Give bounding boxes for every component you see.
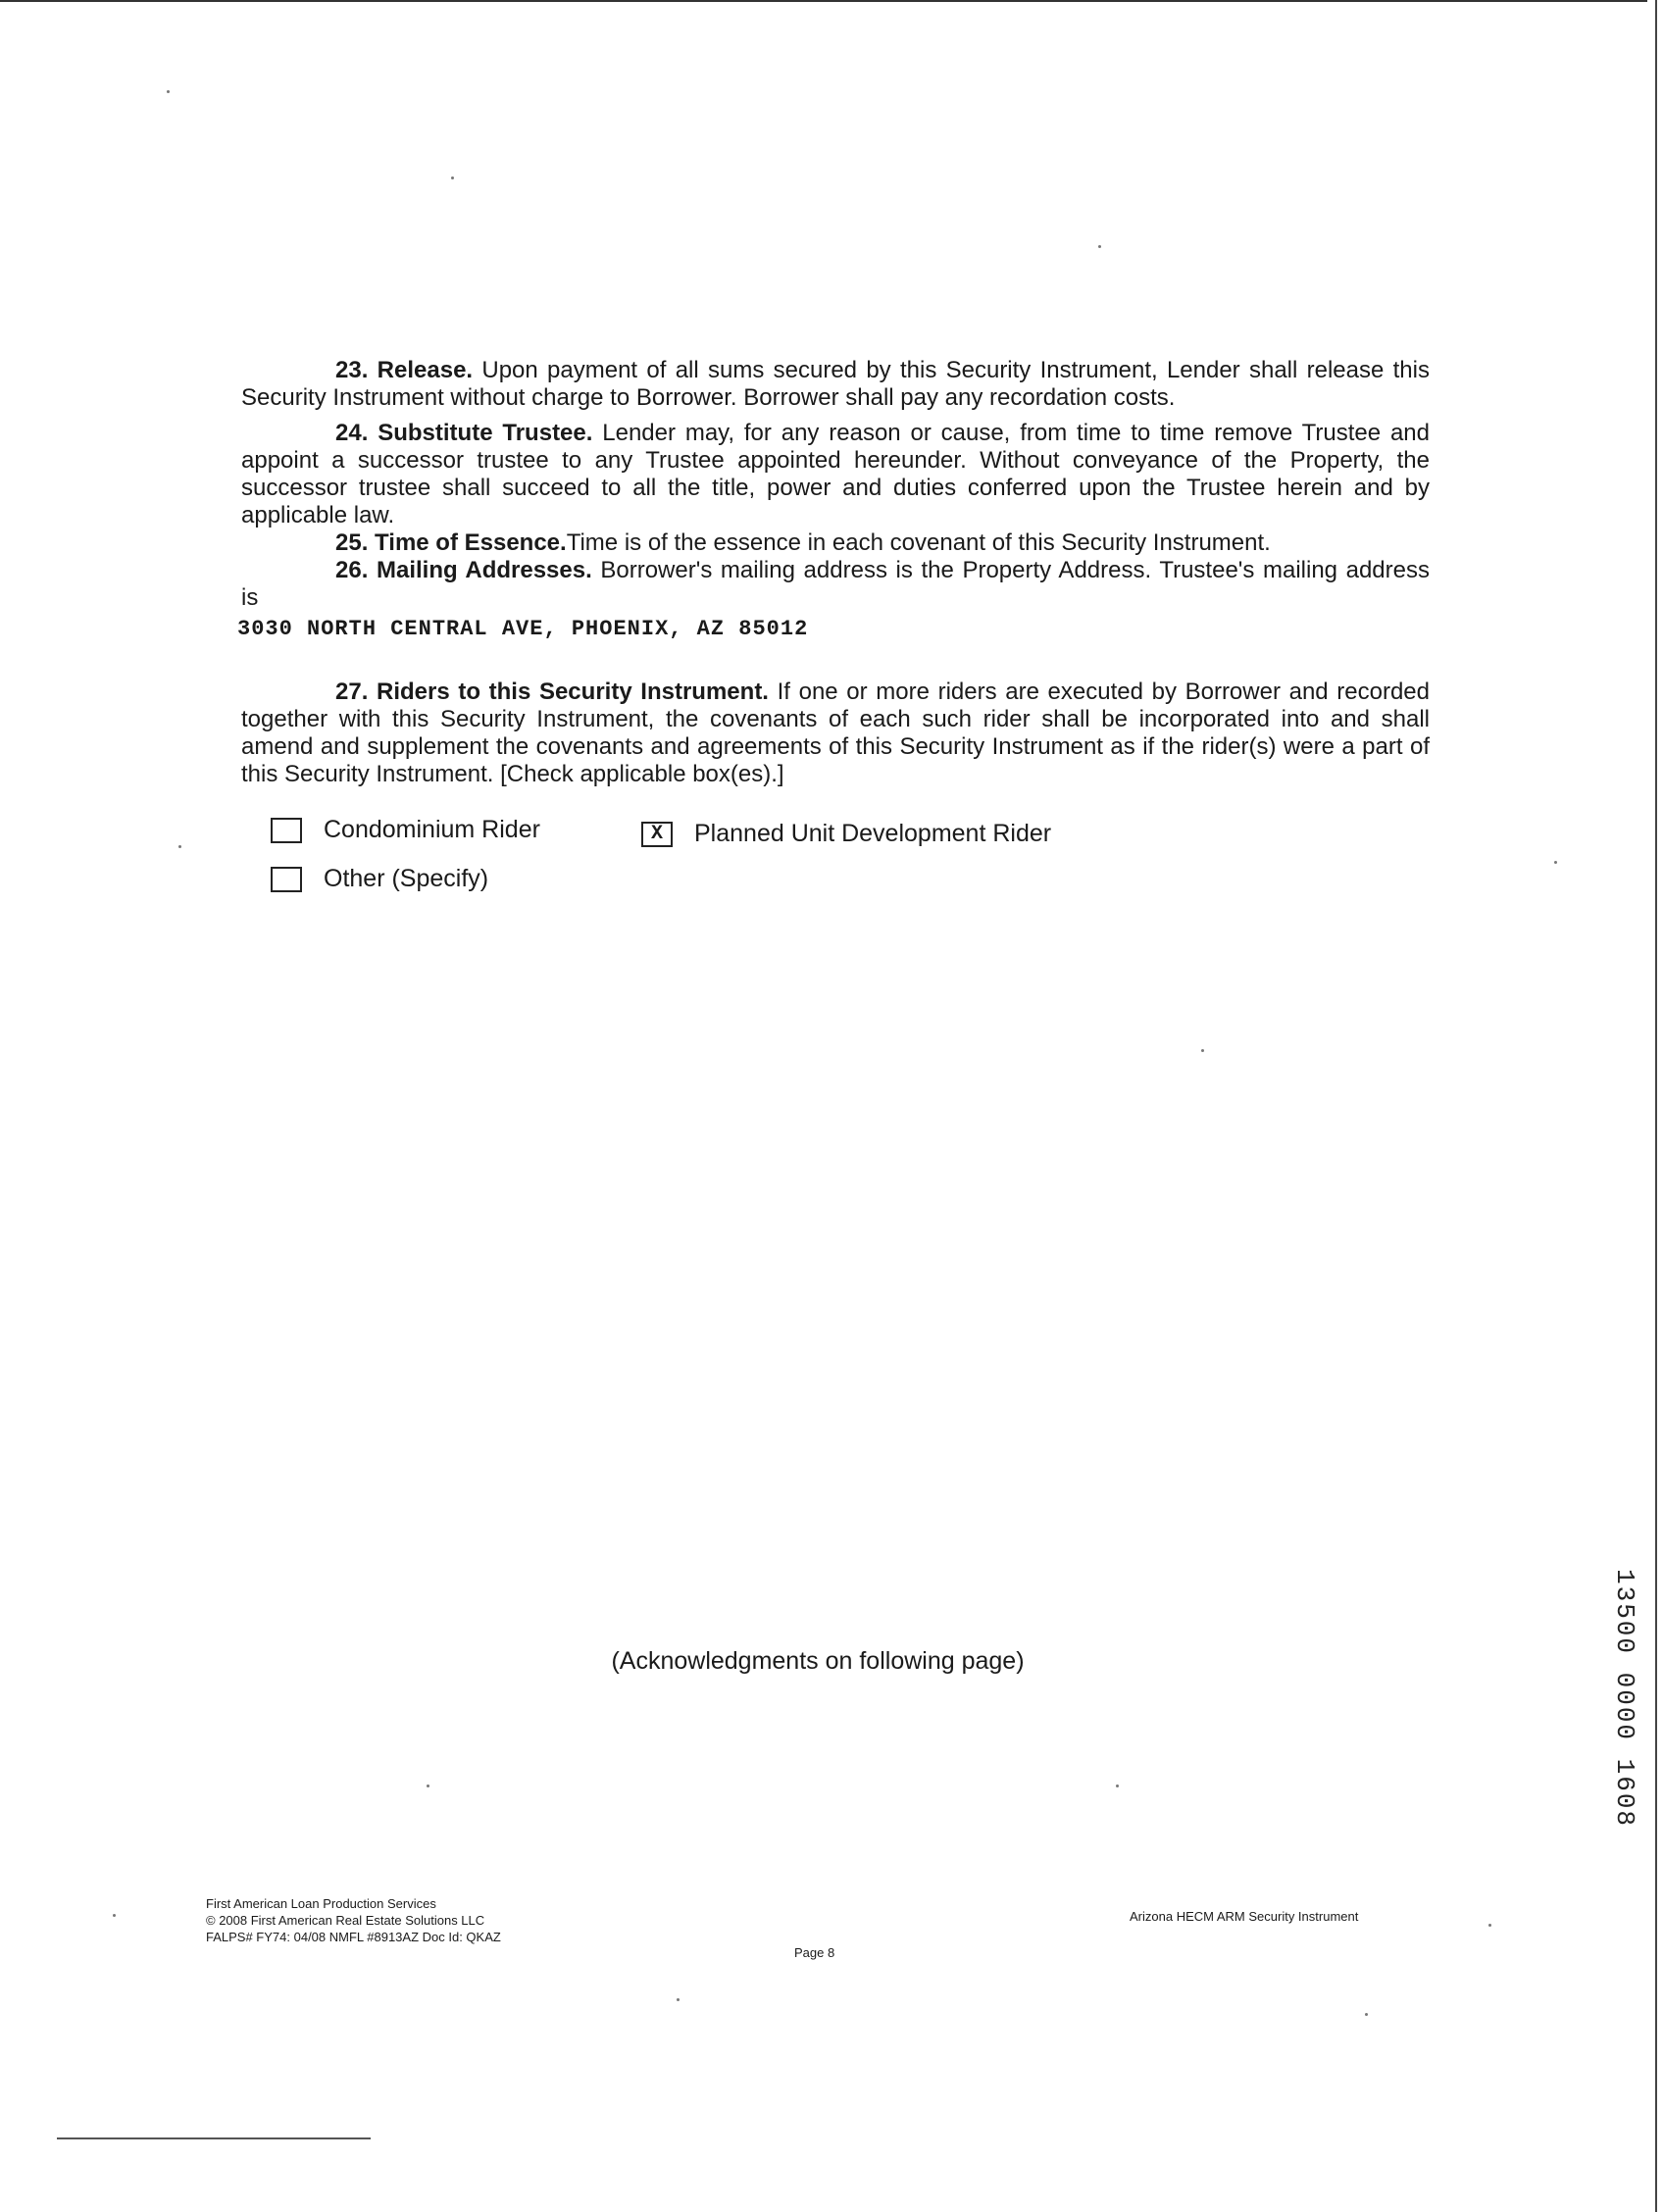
footer-line: FALPS# FY74: 04/08 NMFL #8913AZ Doc Id: QKAZ xyxy=(206,1930,501,1944)
other-rider-label: Other (Specify) xyxy=(324,865,489,892)
section-heading: Time of Essence. xyxy=(375,529,567,556)
acknowledgment-note-text: (Acknowledgments on following page) xyxy=(611,1647,1025,1675)
section-text: Time is of the essence in each covenant of this Security Instrument. xyxy=(566,529,1271,556)
section-heading: Substitute Trustee. xyxy=(378,420,593,446)
section-24 xyxy=(241,420,1430,529)
scan-edge-top xyxy=(0,0,1647,2)
section-25 xyxy=(241,529,1430,557)
pud-rider-label: Planned Unit Development Rider xyxy=(694,820,1052,847)
section-text: Lender may, for any reason or cause, from time to time remove Trustee and appoint a successor trustee to any Trustee appointed hereunder. Without conveyance of the Property, the successor trustee shall succeed to all the title, power and duties conferred upon the Trustee herein and by applicable law. xyxy=(241,420,1430,528)
acknowledgment-note xyxy=(0,1647,1663,1676)
scan-speck xyxy=(1116,1785,1119,1787)
section-26 xyxy=(241,557,1430,612)
scan-edge-right xyxy=(1655,0,1657,2212)
section-heading: Release. xyxy=(377,357,474,383)
scan-speck xyxy=(1201,1049,1204,1052)
section-23 xyxy=(241,357,1430,412)
trustee-mailing-address: 3030 NORTH CENTRAL AVE, PHOENIX, AZ 85012 xyxy=(237,617,809,641)
recording-stamp: 13500 0000 1608 xyxy=(1610,1569,1639,1829)
covenants-body xyxy=(237,357,1430,788)
pud-rider-checkbox[interactable]: X xyxy=(641,822,673,847)
section-number: 27. xyxy=(335,679,369,705)
scan-speck xyxy=(451,176,454,179)
condominium-rider-label: Condominium Rider xyxy=(324,816,540,843)
page-number: Page 8 xyxy=(794,1945,835,1960)
footer-line: First American Loan Production Services xyxy=(206,1896,436,1911)
pud-rider-option[interactable] xyxy=(641,820,1051,848)
section-text: If one or more riders are executed by Borrower and recorded together with this Security Instrument, the covenants of each such rider shall be incorporated into and shall amend and supplement the covenants and agreements of this Security Instrument as if the rider(s) were a part of this Security Instrument. [Check applicable box(es).] xyxy=(241,679,1430,787)
other-rider-checkbox[interactable] xyxy=(271,867,302,892)
scan-speck xyxy=(427,1785,429,1787)
section-text: Upon payment of all sums secured by this Security Instrument, Lender shall release this Security Instrument without charge to Borrower. Borrower shall pay any recordation costs. xyxy=(241,357,1430,411)
scan-speck xyxy=(677,1998,680,2001)
footer-publisher xyxy=(206,1895,501,1945)
section-number: 23. xyxy=(335,357,369,383)
scan-edge-bottom xyxy=(57,2137,371,2139)
section-heading: Riders to this Security Instrument. xyxy=(377,679,769,705)
scan-speck xyxy=(1365,2013,1368,2016)
section-number: 24. xyxy=(335,420,369,446)
footer-line: © 2008 First American Real Estate Solutions LLC xyxy=(206,1913,485,1928)
scan-speck xyxy=(113,1914,116,1917)
section-number: 26. xyxy=(335,557,369,583)
other-rider-option[interactable] xyxy=(271,865,488,893)
scan-speck xyxy=(178,845,181,848)
scan-speck xyxy=(1554,861,1557,864)
scan-speck xyxy=(1098,245,1101,248)
footer-form-title: Arizona HECM ARM Security Instrument xyxy=(1130,1909,1359,1924)
section-text: Borrower's mailing address is the Property Address. Trustee's mailing address is xyxy=(241,557,1430,611)
condominium-rider-checkbox[interactable] xyxy=(271,818,302,843)
scan-speck xyxy=(1488,1924,1491,1927)
condominium-rider-option[interactable] xyxy=(271,816,540,844)
section-27 xyxy=(241,679,1430,788)
section-heading: Mailing Addresses. xyxy=(376,557,592,583)
scan-speck xyxy=(167,90,170,93)
section-number: 25. xyxy=(335,529,369,556)
